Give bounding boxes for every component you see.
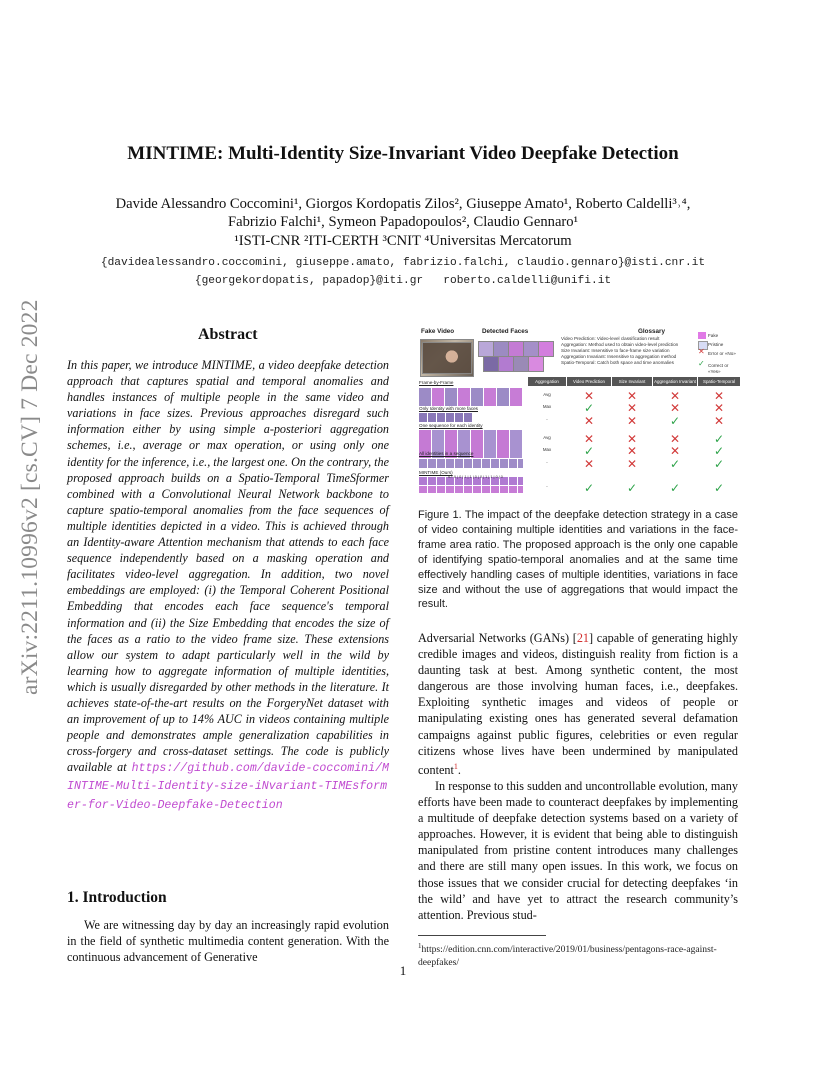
check-icon: ✓	[626, 481, 638, 495]
affiliations: ¹ISTI-CNR ²ITI-CERTH ³CNIT ⁴Universitas Mercatorum	[234, 233, 572, 249]
paper-title: MINTIME: Multi-Identity Size-Invariant Video Deepfake Detection	[127, 143, 679, 164]
cross-icon: ✕	[626, 414, 638, 428]
cross-icon: ✕	[583, 432, 595, 446]
section-frame-by-frame: Frame-by-Frame	[419, 380, 454, 385]
legend-check-icon: ✓	[698, 359, 705, 368]
check-icon: ✓	[713, 481, 725, 495]
cross-icon: ✕	[626, 389, 638, 403]
cross-icon: ✕	[713, 414, 725, 428]
cross-icon: ✕	[626, 432, 638, 446]
row-aggregation-label: Avg	[543, 392, 551, 397]
authors-line-2: Fabrizio Falchi¹, Symeon Papadopoulos², Claudio Gennaro¹	[228, 214, 578, 230]
section-all-identities: All identities in a sequence	[419, 451, 474, 456]
glossary-line-1: Video Prediction: Video-level classification result	[561, 336, 660, 341]
figure-1	[418, 327, 740, 497]
arxiv-stamp: arXiv:2211.10996v2 [cs.CV] 7 Dec 2022	[17, 299, 43, 695]
abstract-body	[67, 357, 389, 814]
footnote-mark: 1	[418, 942, 422, 950]
cross-icon: ✕	[669, 401, 681, 415]
intro-paragraph: We are witnessing day by day an increasingly rapid evolution in the field of synthetic multimedia content generation. With the continuous advancement of Generative	[67, 918, 389, 965]
legend-x-icon: ✕	[698, 347, 705, 356]
page-number: 1	[399, 963, 407, 978]
mintime-thumbs-2	[419, 486, 523, 493]
legend-pristine: Pristine	[708, 342, 724, 347]
row-aggregation-label: Max	[542, 404, 552, 409]
fake-swatch	[698, 332, 706, 339]
video-frame-face	[422, 342, 472, 374]
glossary-line-2: Aggregation: Method used to obtain video-level prediction	[561, 342, 679, 347]
detected-faces-label: Detected Faces	[482, 328, 529, 335]
footnote-ref-1[interactable]: 1	[453, 761, 458, 771]
right-paragraph-2: In response to this sudden and uncontrollable evolution, many efforts have been made to counteract deepfakes by implementing a multitude of deepfake detection systems based on a variety of approaches. However, it is evident that being able to distinguish manipulated from pristine content introduces many challenges and there are still many open issues. In this work, we focus on those issues that we consider crucial for detecting deepfakes ‘in the wild’ and have yet to attract the research community’s attention. Previous stud-	[418, 779, 738, 922]
figure-caption: Figure 1. The impact of the deepfake detection strategy in a case of video containing multiple identities and variations in the face-frame area ratio. The proposed approach is the only one capable of identifying spatio-temporal anomalies and at the same time effectively handling cases of multiple identities, variations in face size and without the use of aggregations that would impact the result.	[418, 509, 738, 611]
only-identity-thumbs	[419, 413, 473, 422]
fake-video-label: Fake Video	[421, 328, 455, 335]
col-aggregation-invariant: Aggregation Invariant	[654, 379, 696, 384]
cross-icon: ✕	[669, 444, 681, 458]
row-aggregation-label: Avg	[543, 435, 551, 440]
check-icon: ✓	[713, 457, 725, 471]
right-paragraph-1: Adversarial Networks (GANs) [21] capable of generating highly credible images and videos, distinguish reality from fiction is a daunting task at best. Among synthetic content, the most dangerous are those involving human faces, i.e., deepfakes. Exploiting synthetic images and videos of people or manipulating existing ones has generated several defamation campaigns against public figures, celebrities or even regular citizens whose lives have been undermined by manipulated content$^1$.	[418, 631, 738, 777]
authors-line-1: Davide Alessandro Coccomini¹, Giorgos Kordopatis Zilos², Giuseppe Amato¹, Roberto Caldelli³˒⁴,	[115, 196, 691, 212]
legend-error: Error or «No»	[708, 351, 736, 356]
cross-icon: ✕	[669, 432, 681, 446]
check-icon: ✓	[669, 414, 681, 428]
col-spatio-temporal: Spatio-Temporal	[698, 377, 740, 386]
glossary-line-4: Aggregation Invariant: Insensitive to aggregation method	[561, 354, 677, 359]
glossary-line-5: Spatio-Temporal: Catch both space and time anomalies	[561, 360, 674, 365]
emails-line-2	[0, 275, 806, 287]
section-only-identity: Only Identity with more faces	[419, 406, 478, 411]
cross-icon: ✕	[626, 444, 638, 458]
intro-heading: 1. Introduction	[67, 889, 167, 906]
cross-icon: ✕	[626, 457, 638, 471]
cross-icon: ✕	[583, 414, 595, 428]
section-mintime: MINTIME (Ours)	[419, 470, 453, 475]
glossary-label: Glossary	[638, 328, 665, 335]
col-size-invariant: Size Invariant	[612, 377, 652, 386]
col-video-prediction: Video Prediction	[567, 377, 611, 386]
section-one-sequence: One sequence for each identity	[419, 423, 483, 428]
email-iti[interactable]: {georgekordopatis, papadop}@iti.gr	[194, 275, 424, 287]
row-aggregation-label: -	[546, 484, 548, 489]
all-identities-thumbs	[419, 459, 523, 468]
footnote-url[interactable]: https://edition.cnn.com/interactive/2019/01/business/pentagons-race-against-deepfakes/	[418, 944, 717, 969]
check-icon: ✓	[713, 432, 725, 446]
p1-text-b: ] capable of generating highly credible images and videos, distinguish reality from fiction is a daunting task at best. Among synthetic content, the most dangerous are those involving human faces, i.e., deepfakes. Exploiting synthetic images and videos of people or manipulating existing ones has generated several defamation campaigns against public figures, celebrities or even regular citizens whose lives have been undermined by manipulated content	[418, 631, 738, 777]
check-icon: ✓	[583, 401, 595, 415]
check-icon: ✓	[669, 481, 681, 495]
mintime-id-row: ID: 0 | 0 | 1 | 1 | 0 | 0 | 1 | 1 | 0 | 0	[448, 475, 503, 479]
citation-21[interactable]: 21	[576, 631, 589, 645]
frame-by-frame-thumbs	[419, 388, 523, 406]
abstract-heading: Abstract	[198, 326, 258, 343]
glossary-line-3: Size Invariant: Insensitive to face-frame size variation	[561, 348, 670, 353]
legend-correct: Correct or «Yes»	[708, 363, 729, 374]
code-link[interactable]: https://github.com/davide-coccomini/MINTIME-Multi-Identity-size-iNvariant-TIMEsformer-for-Video-Deepfake-Detection	[67, 762, 389, 812]
cross-icon: ✕	[669, 389, 681, 403]
emails-line-1: {davidealessandro.coccomini, giuseppe.amato, fabrizio.falchi, claudio.gennaro}@isti.cnr.it	[100, 257, 706, 269]
abstract-text: In this paper, we introduce MINTIME, a video deepfake detection approach that captures spatial and temporal anomalies and handles instances of multiple people in the same video and variations in face sizes. Previous approaches disregard such information either by using simple a-posteriori aggregation schemes, i.e., average or max operation, or using only one identity for the inference, i.e., the largest one. On the contrary, the proposed approach builds on a Spatio-Temporal TimeSformer combined with a Convolutional Neural Network backbone to capture spatio-temporal anomalies from the face sequences of multiple identities depicted in a video. This is achieved through an Identity-aware Attention mechanism that attends to each face sequence independently based on a masking operation and facilitates video-level aggregation. In addition, two novel embeddings are employed: (i) the Temporal Coherent Positional Embedding that encodes each face sequence's temporal information and (ii) the Size Embedding that encodes the size of the faces as a ratio to the video frame size. These extensions allow our system to adapt particularly well in the wild by learning how to aggregate information of multiple identities, which is usually disregarded by other methods in the literature. It achieves state-of-the-art results on the ForgeryNet dataset with an improvement of up to 14% AUC in videos containing multiple people and demonstrates ample generalization capabilities in cross-forgery and cross-dataset settings. The code is publicly available at	[67, 358, 389, 775]
cross-icon: ✕	[583, 389, 595, 403]
footnote-rule	[418, 935, 546, 936]
row-aggregation-label: Max	[542, 447, 552, 452]
cross-icon: ✕	[713, 401, 725, 415]
check-icon: ✓	[583, 444, 595, 458]
cross-icon: ✕	[626, 401, 638, 415]
row-aggregation-label: -	[546, 460, 548, 465]
check-icon: ✓	[669, 457, 681, 471]
legend-fake: Fake	[708, 333, 719, 338]
cross-icon: ✕	[583, 457, 595, 471]
email-unifi[interactable]: roberto.caldelli@unifi.it	[443, 275, 612, 287]
row-aggregation-label: -	[546, 417, 548, 422]
col-aggregation: Aggregation	[528, 377, 566, 386]
check-icon: ✓	[713, 444, 725, 458]
p1-text-a: Adversarial Networks (GANs) [	[418, 631, 577, 645]
check-icon: ✓	[583, 481, 595, 495]
cross-icon: ✕	[713, 389, 725, 403]
